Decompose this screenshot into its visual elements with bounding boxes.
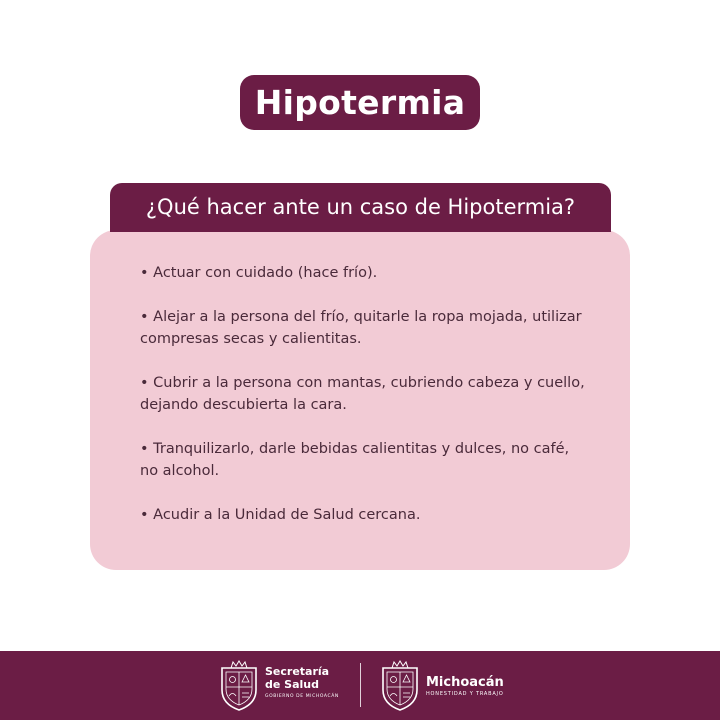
instructions-list [140,262,590,548]
footer-bar [0,651,720,720]
list-item: • Tranquilizarlo, darle bebidas calientitas y dulces, no café, no alcohol. [140,441,570,479]
list-item: • Actuar con cuidado (hace frío). [140,265,378,281]
list-item: • Alejar a la persona del frío, quitarle la ropa mojada, utilizar compresas secas y calientitas. [140,309,582,347]
michoacan-tagline: HONESTIDAD Y TRABAJO [426,691,504,697]
secretaria-label: Secretaría [265,665,330,678]
list-item: • Acudir a la Unidad de Salud cercana. [140,507,421,523]
state-seal-icon [219,660,259,712]
page-title: Hipotermia [240,75,480,130]
section-heading: ¿Qué hacer ante un caso de Hipotermia? [110,183,611,232]
list-item: • Cubrir a la persona con mantas, cubriendo cabeza y cuello, dejando descubierta la cara. [140,375,585,413]
state-seal-icon [380,660,420,712]
footer-divider [360,663,361,707]
secretaria-label-2: de Salud [265,678,319,691]
secretaria-tagline: GOBIERNO DE MICHOACÁN [265,694,339,699]
michoacan-label: Michoacán [426,675,504,690]
